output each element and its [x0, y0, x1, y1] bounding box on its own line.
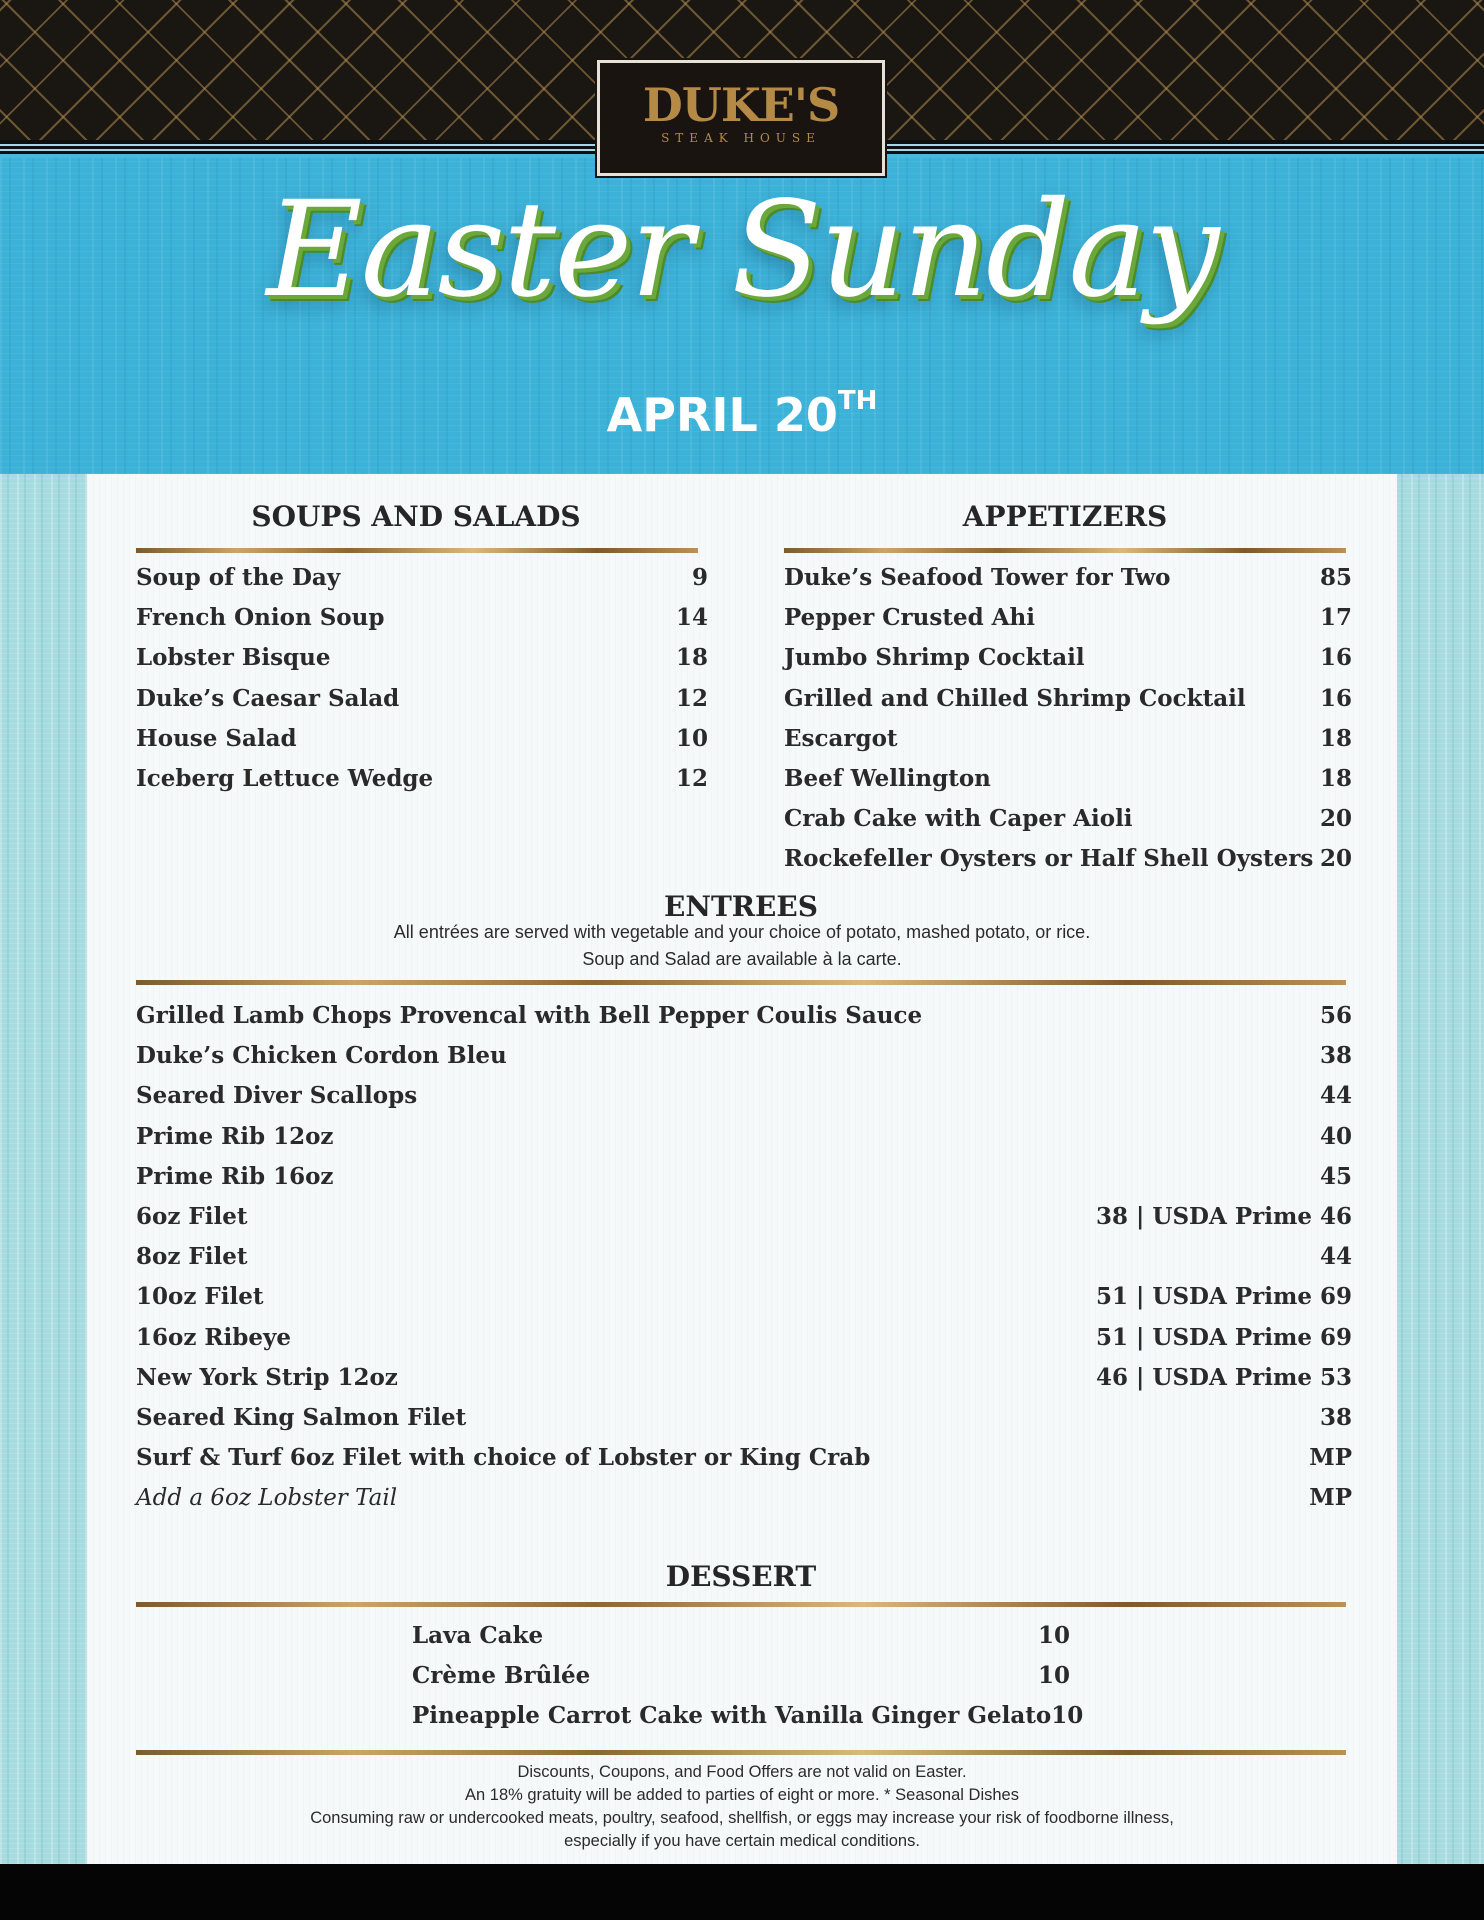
menu-item-price: 40 — [1319, 1122, 1352, 1150]
menu-item-price: 20 — [1319, 845, 1352, 873]
menu-item-name: New York Strip 12oz — [136, 1363, 398, 1391]
menu-item-price: MP — [1309, 1444, 1352, 1472]
menu-item-price: 17 — [1319, 604, 1352, 632]
menu-item — [784, 679, 1352, 719]
menu-item-price: 10 — [1051, 1702, 1084, 1730]
menu-item-price: 10 — [1037, 1622, 1070, 1649]
menu-item-name: Grilled Lamb Chops Provencal with Bell Pepper Coulis Sauce — [136, 1002, 923, 1029]
menu-item — [136, 719, 708, 759]
menu-item-name: 6oz Filet — [136, 1203, 248, 1230]
page-title: Easter Sunday — [266, 173, 1218, 327]
menu-item-name: Duke’s Chicken Cordon Bleu — [136, 1042, 507, 1070]
menu-item-name: Soup of the Day — [136, 564, 341, 591]
menu-item-name: 10oz Filet — [136, 1283, 264, 1311]
menu-item-price: 38 | USDA Prime 46 — [1096, 1203, 1352, 1230]
entrees-note-2: Soup and Salad are available à la carte. — [582, 949, 902, 969]
menu-item — [136, 1358, 1352, 1398]
menu-item — [784, 558, 1352, 598]
menu-item — [136, 1438, 1352, 1478]
menu-item — [784, 839, 1352, 879]
bottom-bar — [0, 1864, 1484, 1920]
menu-item — [412, 1616, 1070, 1656]
menu-item-name: House Salad — [136, 724, 297, 752]
menu-item — [136, 1398, 1352, 1438]
menu-item-price: 9 — [691, 564, 708, 591]
menu-item — [136, 558, 708, 598]
menu-item — [784, 799, 1352, 839]
menu-item-name: Iceberg Lettuce Wedge — [136, 765, 434, 792]
menu-item-price: 51 | USDA Prime 69 — [1096, 1283, 1352, 1311]
menu-item — [136, 1237, 1352, 1277]
menu-item-name: Prime Rib 12oz — [136, 1122, 334, 1150]
menu-item — [136, 1117, 1352, 1157]
menu-item-name: 16oz Ribeye — [136, 1323, 291, 1351]
menu-item-price: 85 — [1319, 564, 1352, 591]
menu-item-price: 38 — [1319, 1404, 1352, 1431]
menu-item-price: 14 — [675, 604, 708, 632]
menu-item-name: Beef Wellington — [784, 765, 991, 792]
menu-item-name: French Onion Soup — [136, 604, 385, 632]
soups-heading: SOUPS AND SALADS — [251, 500, 581, 533]
dessert-bottom-rule — [136, 1750, 1346, 1755]
menu-item — [136, 1157, 1352, 1197]
menu-item — [136, 1076, 1352, 1116]
entrees-heading: ENTREES — [664, 890, 818, 923]
soups-rule — [136, 548, 698, 553]
menu-item — [136, 1197, 1352, 1237]
menu-item-price: 51 | USDA Prime 69 — [1096, 1323, 1352, 1351]
menu-item — [412, 1656, 1070, 1696]
menu-item — [784, 719, 1352, 759]
menu-item — [136, 679, 708, 719]
event-date-suffix: TH — [837, 385, 878, 416]
logo-subtitle: STEAK HOUSE — [661, 131, 821, 145]
menu-item-name: 8oz Filet — [136, 1243, 248, 1271]
menu-item-name: Surf & Turf 6oz Filet with choice of Lobster or King Crab — [136, 1444, 871, 1472]
dukes-logo — [597, 60, 885, 176]
menu-item — [784, 598, 1352, 638]
menu-item-price: 10 — [675, 724, 708, 752]
menu-item-price: 16 — [1319, 684, 1352, 712]
footer-line-2: An 18% gratuity will be added to parties of eight or more. * Seasonal Dishes — [465, 1786, 1019, 1804]
menu-item-name: Prime Rib 16oz — [136, 1162, 334, 1190]
menu-item-price: 38 — [1319, 1042, 1352, 1070]
menu-item-name: Pineapple Carrot Cake with Vanilla Ginger Gelato — [412, 1702, 1052, 1730]
event-date — [0, 385, 1484, 442]
menu-item-price: 20 — [1319, 805, 1352, 833]
menu-item-name: Lava Cake — [412, 1622, 544, 1649]
menu-item-name: Seared Diver Scallops — [136, 1082, 418, 1110]
menu-item-price: 45 — [1319, 1162, 1352, 1190]
menu-item — [136, 1318, 1352, 1358]
dessert-rule — [136, 1602, 1346, 1607]
menu-item-name: Lobster Bisque — [136, 644, 331, 672]
menu-item-name: Crème Brûlée — [412, 1662, 591, 1690]
menu-item — [136, 638, 708, 678]
appetizers-heading: APPETIZERS — [962, 500, 1168, 533]
footer-line-4: especially if you have certain medical conditions. — [564, 1832, 920, 1850]
menu-item-name: Pepper Crusted Ahi — [784, 604, 1035, 632]
dessert-heading: DESSERT — [665, 1560, 817, 1593]
menu-item — [136, 1478, 1352, 1518]
menu-item — [784, 638, 1352, 678]
appetizers-rule — [784, 548, 1346, 553]
menu-item-price: 44 — [1319, 1243, 1352, 1271]
menu-item — [136, 1277, 1352, 1317]
entrees-note-1: All entrées are served with vegetable and your choice of potato, mashed potato, or rice. — [393, 922, 1091, 942]
menu-item — [136, 598, 708, 638]
menu-item-price: 16 — [1319, 644, 1352, 672]
menu-item-price: 12 — [675, 765, 708, 792]
menu-item — [136, 759, 708, 799]
menu-item-price: 46 | USDA Prime 53 — [1096, 1363, 1352, 1391]
menu-item — [136, 996, 1352, 1036]
menu-item-price: MP — [1309, 1484, 1352, 1512]
menu-item-name: Jumbo Shrimp Cocktail — [784, 644, 1085, 672]
menu-item-price: 12 — [675, 684, 708, 712]
menu-item-name: Seared King Salmon Filet — [136, 1404, 467, 1431]
menu-item-name: Rockefeller Oysters or Half Shell Oysters — [784, 845, 1314, 873]
menu-item-name: Add a 6oz Lobster Tail — [136, 1485, 398, 1512]
entrees-rule — [136, 980, 1346, 985]
event-date-text: APRIL 20 — [606, 388, 838, 442]
menu-item-price: 56 — [1319, 1002, 1352, 1029]
menu-item-name: Grilled and Chilled Shrimp Cocktail — [784, 684, 1246, 712]
menu-item-name: Crab Cake with Caper Aioli — [784, 805, 1133, 833]
menu-item-name: Duke’s Seafood Tower for Two — [784, 564, 1171, 591]
menu-item — [136, 1036, 1352, 1076]
footer-line-3: Consuming raw or undercooked meats, poultry, seafood, shellfish, or eggs may increase your risk of foodborne illness, — [310, 1809, 1174, 1827]
logo-wordmark: DUKE'S — [642, 78, 840, 132]
menu-item-name: Duke’s Caesar Salad — [136, 684, 400, 712]
menu-item-price: 18 — [675, 644, 708, 672]
menu-item-price: 10 — [1037, 1662, 1070, 1690]
menu-item-name: Escargot — [784, 724, 898, 752]
menu-item-price: 44 — [1319, 1082, 1352, 1110]
menu-item-price: 18 — [1319, 765, 1352, 792]
menu-item — [412, 1696, 1084, 1736]
menu-item — [784, 759, 1352, 799]
menu-item-price: 18 — [1319, 724, 1352, 752]
footer-line-1: Discounts, Coupons, and Food Offers are not valid on Easter. — [517, 1763, 967, 1781]
